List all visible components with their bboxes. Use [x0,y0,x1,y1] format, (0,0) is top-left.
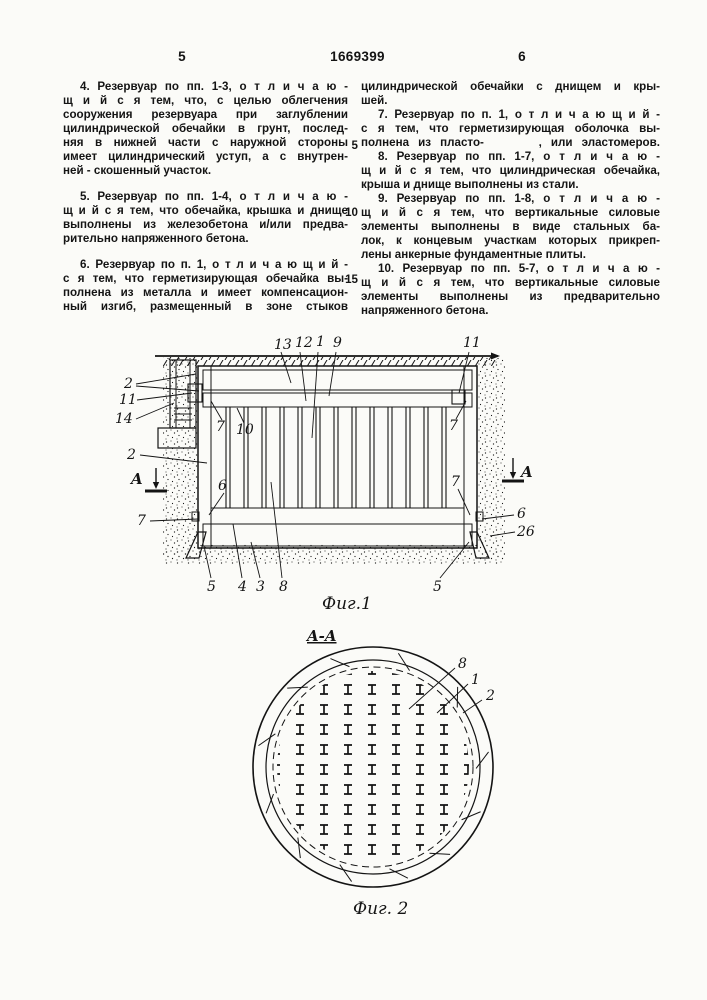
fig1-label-9: 9 [333,335,342,351]
ground-surface [155,353,500,367]
section-mark-right [502,458,533,481]
text-line: ней - скошенный участок. [63,164,212,177]
section-letter-a-right: A [521,463,533,481]
fig1-label-6-inner: 6 [218,478,227,494]
text-line: выполнены из железобетона и/или предва- [63,218,348,231]
fig1-label-11-top: 11 [463,335,481,351]
text-line: няя в нижней части с наружной стороны [63,136,348,149]
text-line: сооружения резервуара при заглублении [63,108,348,121]
text-line: щ и й с я тем, что цилиндрическая обечайка, [361,164,660,177]
text-line: щ и й с я тем, что, с целью облегчения [63,94,348,107]
fig1-label-10: 10 [236,422,254,438]
fig1-label-8: 8 [279,579,288,595]
text-line: полнена из металла и имеет компенсацион- [63,286,348,299]
tank-plan [253,647,493,887]
fig1-label-5-left: 5 [207,579,216,595]
text-line: с я тем, что герметизирующая обечайка вы- [63,272,348,285]
text-line: крыша и днище выполнены из стали. [361,178,579,191]
section-letter-a-left: A [131,470,143,488]
fig1-label-5-right: 5 [433,579,442,595]
text-line: 9. Резервуар по пп. 1-8, о т л и ч а ю - [378,192,660,205]
text-line: щ и й с я тем, что обечайка, крышка и днище [63,204,348,217]
fig1-label-4: 4 [238,579,247,595]
patent-drawings [0,325,707,955]
figure-1-tank-section [115,334,535,614]
text-line: 8. Резервуар по пп. 1-7, о т л и ч а ю - [378,150,660,163]
text-line: 10. Резервуар по пп. 5-7, о т л и ч а ю - [378,262,660,275]
text-line: 4. Резервуар по пп. 1-3, о т л и ч а ю - [80,80,348,93]
line-number-15: 15 [345,273,358,286]
fig1-label-7-inner-left: 7 [216,419,225,435]
fig2-label-1: 1 [471,672,480,688]
fig1-label-2-upper: 2 [124,376,133,392]
text-line: цилиндрической обечайки в грунт, послед- [63,122,348,135]
text-line: щ и й с я тем, что вертикальные силовые [361,276,660,289]
claims-column-left [63,80,348,314]
text-line: 5. Резервуар по пп. 1-4, о т л и ч а ю - [80,190,348,203]
publication-number: 1669399 [330,49,385,64]
text-line: щ и й с я тем, что вертикальные силовые [361,206,660,219]
figure-2-caption: Фиг. 2 [353,899,409,919]
fig1-label-11-left: 11 [119,392,137,408]
fig1-label-2-lower: 2 [127,447,136,463]
text-line: 6. Резервуар по п. 1, о т л и ч а ю щ и й - [80,258,348,271]
column-number-left: 5 [178,49,186,64]
text-line: имеет цилиндрический уступ, а с внутрен- [63,150,348,163]
fig1-label-7-lower-right: 7 [451,474,460,490]
text-line: лены анкерные фундаментные плиты. [361,248,586,261]
section-mark-left [129,468,167,491]
figure-2-section-title: A-A [307,627,337,645]
fig2-callouts [458,656,495,704]
tank-body [186,366,489,558]
fig1-label-1: 1 [316,334,325,350]
text-line: 7. Резервуар по п. 1, о т л и ч а ю щ и й - [378,108,660,121]
text-line: шей. [361,94,388,107]
figure-2-plan-section [253,627,495,919]
fig1-label-26: 26 [517,524,535,540]
vertical-force-elements [226,407,446,508]
text-line: с я тем, что герметизирующая оболочка вы- [361,122,660,135]
fig1-label-12: 12 [295,335,313,351]
beam-grid [277,671,469,863]
line-number-5: 5 [351,139,358,152]
fig1-label-7-inner-right: 7 [449,418,458,434]
fig1-label-7-bottom-left: 7 [137,513,146,529]
text-line: напряженного бетона. [361,304,489,317]
text-line: полнена из пласто- , или эластомеров. [361,136,660,149]
fig2-label-2: 2 [486,688,495,704]
claims-column-right [361,80,660,318]
text-line: элементы выполнены в виде стальных ба- [361,220,660,233]
fig1-label-6-right: 6 [517,506,526,522]
column-number-right: 6 [518,49,526,64]
text-line: ный изгиб, размещенный в зоне стыков [63,300,348,313]
fig2-label-8: 8 [458,656,467,672]
fig1-label-13: 13 [274,337,292,353]
fig1-label-14: 14 [115,411,133,427]
text-line: элементы выполнены из предварительно [361,290,660,303]
text-line: рительно напряженного бетона. [63,232,249,245]
text-line: лок, к концевым участкам которых прикреп- [361,234,660,247]
line-number-10: 10 [345,206,358,219]
figure-1-caption: Фиг.1 [322,594,372,614]
text-line: цилиндрической обечайки с днищем и кры- [361,80,660,93]
fig1-label-3: 3 [256,579,265,595]
